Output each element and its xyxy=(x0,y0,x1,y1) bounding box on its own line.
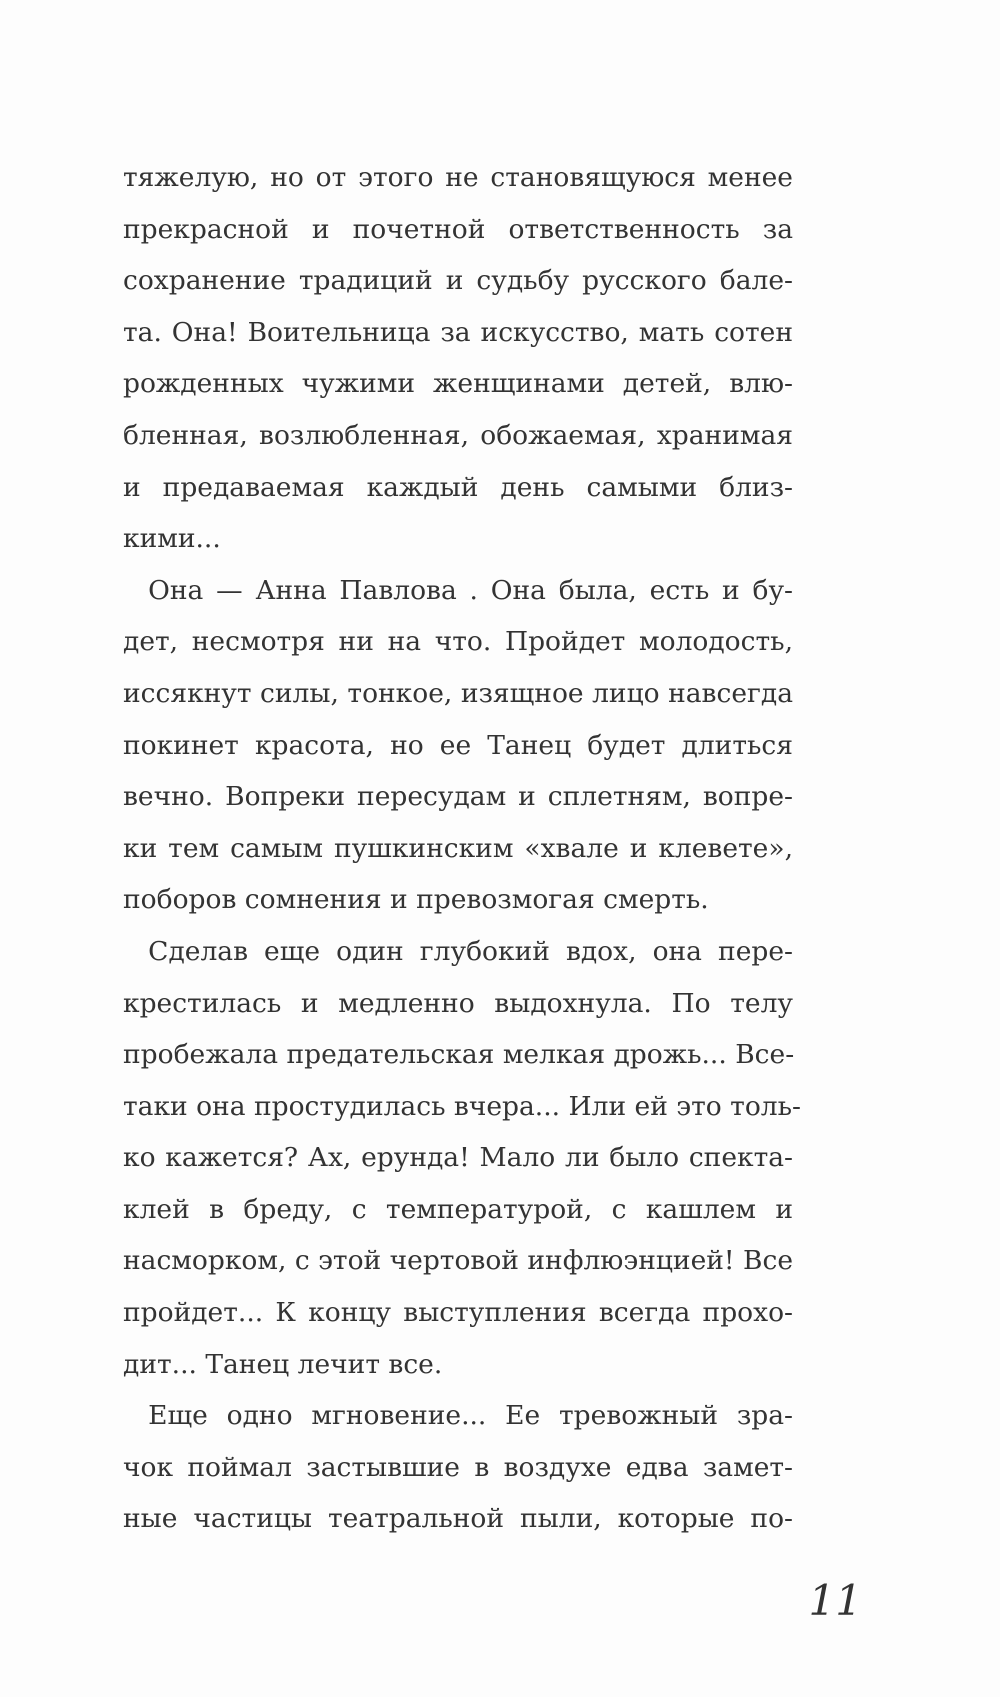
text-line: пройдет... К концу выступления всегда прохо- xyxy=(123,1297,793,1329)
text-line: чок поймал застывшие в воздухе едва замет- xyxy=(123,1451,793,1483)
text-line: дит... Танец лечит все. xyxy=(123,1348,443,1380)
text-line: тяжелую, но от этого не становящуюся менее xyxy=(123,162,793,193)
text-line: пробежала предательская мелкая дрожь... Все- xyxy=(123,1039,795,1071)
body-text xyxy=(123,152,802,1545)
text-line: иссякнут силы, тонкое, изящное лицо навсегда xyxy=(123,677,793,709)
text-line: поборов сомнения и превозмогая смерть. xyxy=(123,884,709,916)
text-line: Еще одно мгновение... Ее тревожный зра- xyxy=(148,1400,793,1432)
text-line: Сделав еще один глубокий вдох, она пере- xyxy=(148,935,793,967)
text-line: сохранение традиций и судьбу русского бале- xyxy=(123,265,793,297)
text-line: вечно. Вопреки пересудам и сплетням, вопре- xyxy=(123,781,793,813)
text-line: крестилась и медленно выдохнула. По телу xyxy=(123,987,793,1019)
paragraph-4 xyxy=(123,1390,793,1545)
text-line: насморком, с этой чертовой инфлюэнцией! Все xyxy=(123,1245,793,1277)
page-number: 11 xyxy=(808,1576,862,1625)
text-line: клей в бреду, с температурой, с кашлем и xyxy=(123,1193,793,1225)
text-line: и предаваемая каждый день самыми близ- xyxy=(123,471,793,503)
paragraph-2 xyxy=(123,565,793,926)
paragraph-1 xyxy=(123,152,793,565)
text-line: Она — Анна Павлова . Она была, есть и бу- xyxy=(148,574,793,606)
text-line: ки тем самым пушкинским «хвале и клевете», xyxy=(123,832,793,864)
text-line: покинет красота, но ее Танец будет длиться xyxy=(123,729,793,761)
text-line: рожденных чужими женщинами детей, влю- xyxy=(123,368,793,400)
text-line: бленная, возлюбленная, обожаемая, хранимая xyxy=(123,419,793,451)
text-line: ные частицы театральной пыли, которые по- xyxy=(123,1503,793,1535)
text-line: ко кажется? Ах, ерунда! Мало ли было спекта- xyxy=(123,1142,793,1174)
text-line: прекрасной и почетной ответственность за xyxy=(123,213,793,245)
text-line: дет, несмотря ни на что. Пройдет молодость, xyxy=(123,626,793,658)
text-line: таки она простудилась вчера... Или ей это толь- xyxy=(123,1090,802,1122)
text-line: кими... xyxy=(123,523,221,555)
text-line: та. Она! Воительница за искусство, мать сотен xyxy=(123,316,793,348)
paragraph-3 xyxy=(123,926,802,1390)
